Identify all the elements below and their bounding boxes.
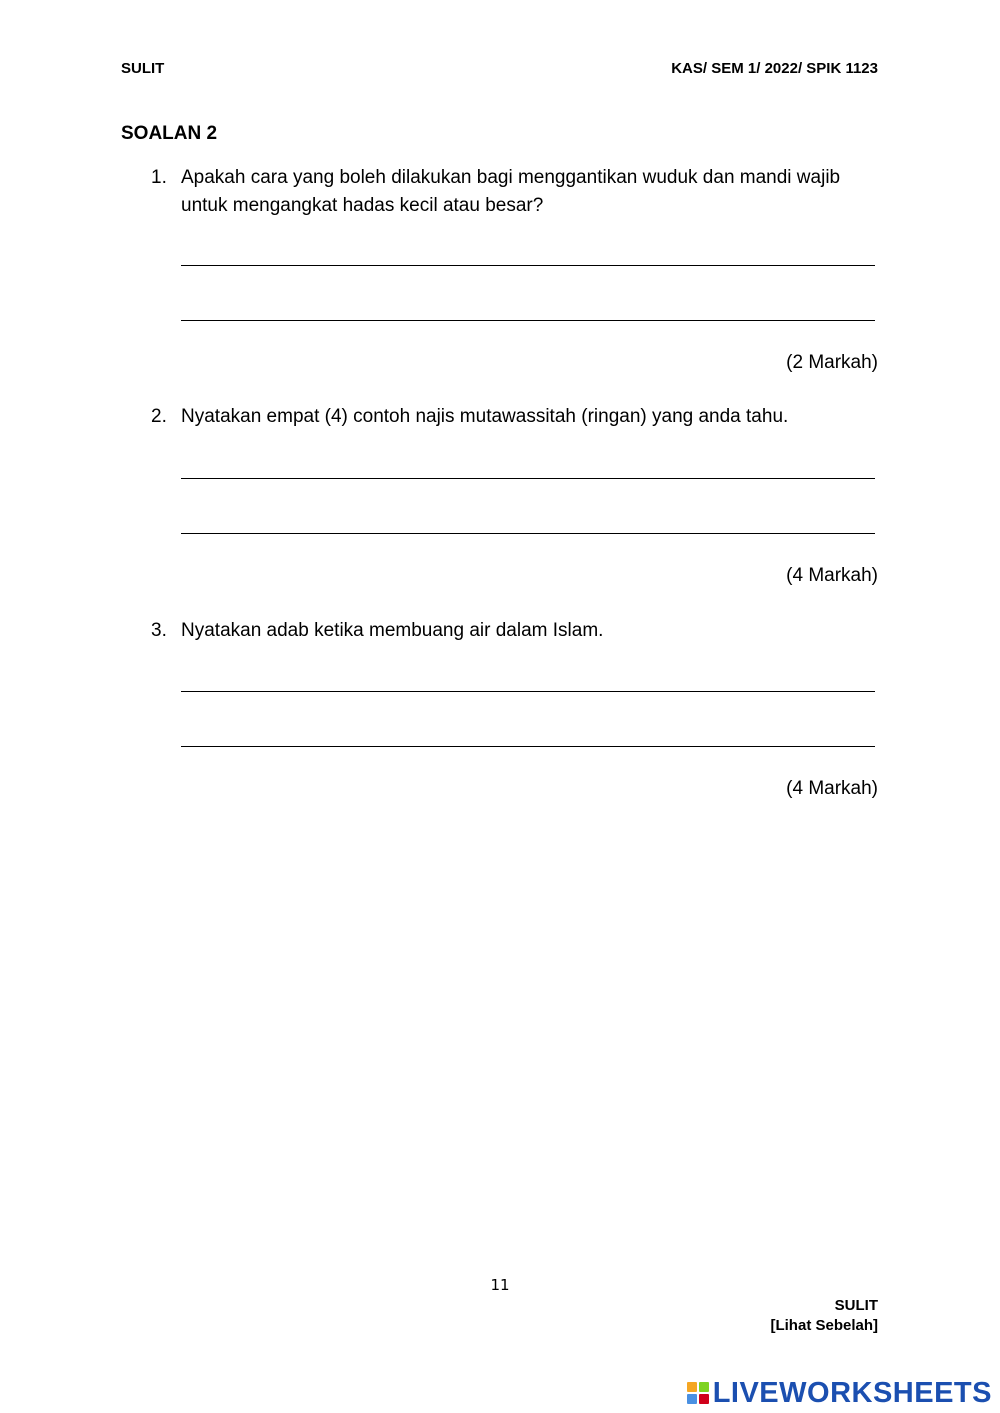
- footer-lihat-sebelah: [Lihat Sebelah]: [770, 1317, 878, 1334]
- logo-square-icon: [687, 1394, 697, 1404]
- logo-text: LIVEWORKSHEETS: [712, 1376, 992, 1409]
- answer-line[interactable]: [181, 533, 875, 534]
- answer-line[interactable]: [181, 478, 875, 479]
- marks-label: (4 Markah): [786, 778, 878, 799]
- question-number: 2.: [151, 406, 167, 427]
- question-text: Apakah cara yang boleh dilakukan bagi menggantikan wuduk dan mandi wajib untuk mengangkat hadas kecil atau besar?: [181, 167, 841, 216]
- question-2: [151, 403, 871, 431]
- marks-label: (2 Markah): [786, 352, 878, 373]
- question-1: [151, 164, 871, 220]
- question-number: 1.: [151, 167, 167, 188]
- logo-square-icon: [699, 1394, 709, 1404]
- section-title: SOALAN 2: [121, 123, 218, 144]
- answer-line[interactable]: [181, 691, 875, 692]
- question-text: Nyatakan empat (4) contoh najis mutawassitah (ringan) yang anda tahu.: [181, 406, 789, 427]
- answer-line[interactable]: [181, 265, 875, 266]
- logo-grid-icon: [687, 1382, 709, 1404]
- answer-line[interactable]: [181, 320, 875, 321]
- answer-line[interactable]: [181, 746, 875, 747]
- header-right-code: KAS/ SEM 1/ 2022/ SPIK 1123: [671, 60, 878, 77]
- question-text: Nyatakan adab ketika membuang air dalam Islam.: [181, 620, 604, 641]
- footer: [770, 1296, 878, 1336]
- header-left-label: SULIT: [121, 60, 165, 77]
- logo-square-icon: [687, 1382, 697, 1392]
- liveworksheets-logo: [687, 1376, 992, 1410]
- page-number: 11: [490, 1276, 510, 1294]
- question-3: [151, 617, 871, 645]
- marks-label: (4 Markah): [786, 565, 878, 586]
- question-number: 3.: [151, 620, 167, 641]
- footer-sulit: SULIT: [834, 1297, 878, 1314]
- logo-square-icon: [699, 1382, 709, 1392]
